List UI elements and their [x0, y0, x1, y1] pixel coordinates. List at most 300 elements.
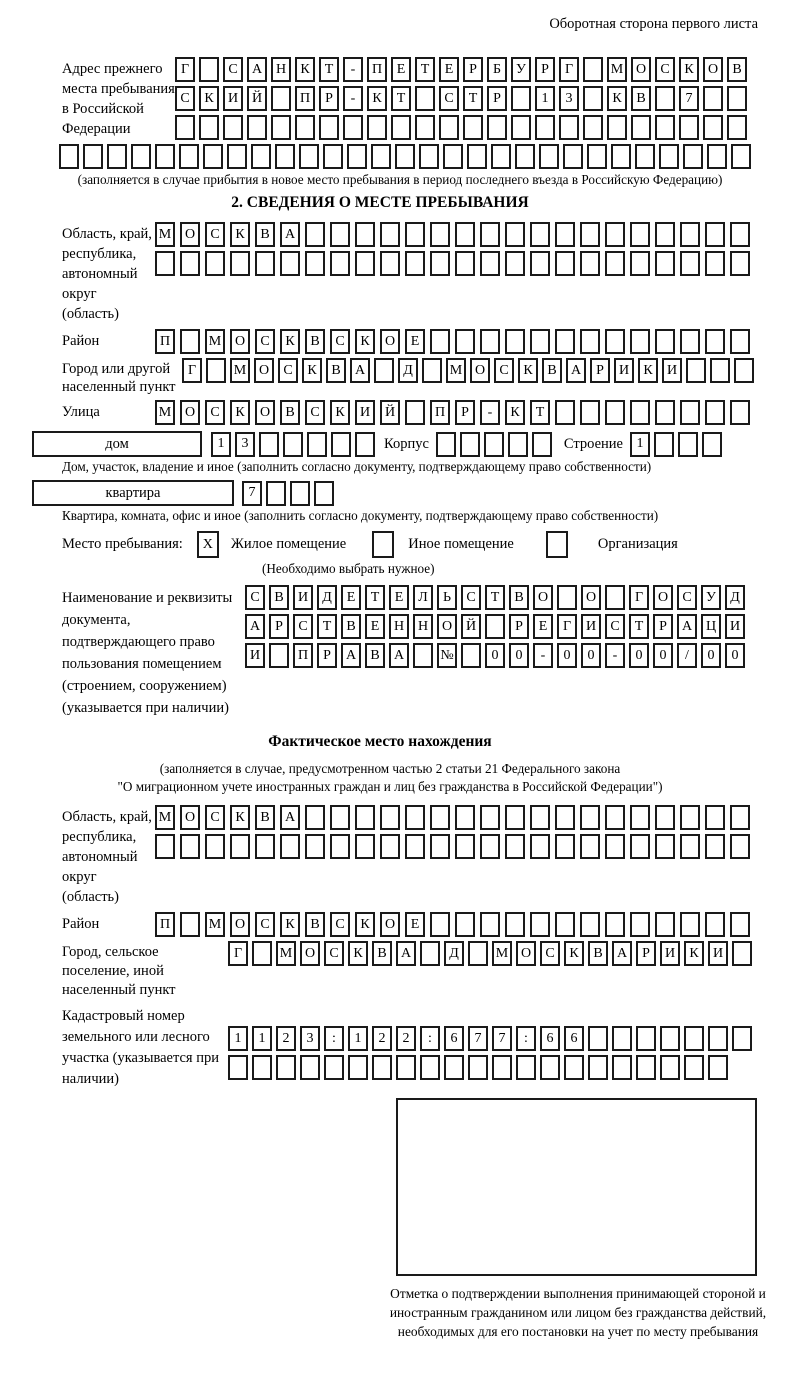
char-cell[interactable]: [205, 834, 225, 859]
char-cell[interactable]: [83, 144, 103, 169]
char-cell[interactable]: [660, 1026, 680, 1051]
char-cell[interactable]: [580, 805, 600, 830]
char-cell[interactable]: [468, 941, 488, 966]
char-cell[interactable]: [605, 834, 625, 859]
char-cell[interactable]: С: [245, 585, 265, 610]
char-cell[interactable]: 3: [559, 86, 579, 111]
char-cell[interactable]: К: [367, 86, 387, 111]
char-cell[interactable]: [480, 222, 500, 247]
char-cell[interactable]: [480, 251, 500, 276]
char-cell[interactable]: [708, 1026, 728, 1051]
char-cell[interactable]: С: [293, 614, 313, 639]
char-cell[interactable]: 0: [557, 643, 577, 668]
char-cell[interactable]: [734, 358, 754, 383]
char-cell[interactable]: [255, 251, 275, 276]
char-cell[interactable]: В: [341, 614, 361, 639]
char-cell[interactable]: В: [727, 57, 747, 82]
char-cell[interactable]: [730, 834, 750, 859]
char-cell[interactable]: Н: [389, 614, 409, 639]
char-cell[interactable]: В: [280, 400, 300, 425]
char-cell[interactable]: [323, 144, 343, 169]
char-cell[interactable]: [680, 805, 700, 830]
char-cell[interactable]: К: [330, 400, 350, 425]
char-cell[interactable]: Т: [391, 86, 411, 111]
char-cell[interactable]: [415, 115, 435, 140]
char-cell[interactable]: 0: [581, 643, 601, 668]
char-cell[interactable]: [155, 144, 175, 169]
char-cell[interactable]: [505, 912, 525, 937]
char-cell[interactable]: [355, 432, 375, 457]
char-cell[interactable]: [555, 805, 575, 830]
char-cell[interactable]: В: [305, 912, 325, 937]
char-cell[interactable]: М: [205, 912, 225, 937]
char-cell[interactable]: К: [564, 941, 584, 966]
char-cell[interactable]: [705, 805, 725, 830]
char-cell[interactable]: [555, 329, 575, 354]
char-cell[interactable]: Г: [228, 941, 248, 966]
char-cell[interactable]: О: [380, 329, 400, 354]
char-cell[interactable]: В: [372, 941, 392, 966]
char-cell[interactable]: [455, 834, 475, 859]
char-cell[interactable]: М: [607, 57, 627, 82]
char-cell[interactable]: О: [581, 585, 601, 610]
char-cell[interactable]: Г: [557, 614, 577, 639]
house-type-box[interactable]: дом: [32, 431, 202, 457]
char-cell[interactable]: С: [439, 86, 459, 111]
char-cell[interactable]: У: [511, 57, 531, 82]
char-cell[interactable]: О: [380, 912, 400, 937]
char-cell[interactable]: К: [230, 400, 250, 425]
char-cell[interactable]: [280, 251, 300, 276]
char-cell[interactable]: [680, 912, 700, 937]
char-cell[interactable]: А: [341, 643, 361, 668]
char-cell[interactable]: [635, 144, 655, 169]
char-cell[interactable]: М: [155, 400, 175, 425]
char-cell[interactable]: [467, 144, 487, 169]
char-cell[interactable]: О: [254, 358, 274, 383]
char-cell[interactable]: [180, 251, 200, 276]
char-cell[interactable]: [530, 912, 550, 937]
char-cell[interactable]: [530, 251, 550, 276]
char-cell[interactable]: [605, 805, 625, 830]
char-cell[interactable]: :: [420, 1026, 440, 1051]
char-cell[interactable]: О: [180, 400, 200, 425]
char-cell[interactable]: [430, 329, 450, 354]
char-cell[interactable]: [252, 1055, 272, 1080]
char-cell[interactable]: Р: [463, 57, 483, 82]
char-cell[interactable]: :: [324, 1026, 344, 1051]
char-cell[interactable]: [655, 329, 675, 354]
char-cell[interactable]: [683, 144, 703, 169]
char-cell[interactable]: И: [223, 86, 243, 111]
char-cell[interactable]: А: [612, 941, 632, 966]
char-cell[interactable]: [355, 834, 375, 859]
char-cell[interactable]: М: [155, 805, 175, 830]
char-cell[interactable]: 0: [629, 643, 649, 668]
char-cell[interactable]: Й: [247, 86, 267, 111]
char-cell[interactable]: [314, 481, 334, 506]
char-cell[interactable]: К: [230, 805, 250, 830]
char-cell[interactable]: [266, 481, 286, 506]
char-cell[interactable]: [228, 1055, 248, 1080]
char-cell[interactable]: [580, 329, 600, 354]
char-cell[interactable]: [372, 1055, 392, 1080]
char-cell[interactable]: [405, 251, 425, 276]
char-cell[interactable]: [484, 432, 504, 457]
char-cell[interactable]: [155, 251, 175, 276]
char-cell[interactable]: [331, 432, 351, 457]
char-cell[interactable]: [605, 251, 625, 276]
char-cell[interactable]: Е: [533, 614, 553, 639]
char-cell[interactable]: [605, 329, 625, 354]
char-cell[interactable]: [355, 222, 375, 247]
char-cell[interactable]: К: [302, 358, 322, 383]
char-cell[interactable]: [705, 912, 725, 937]
char-cell[interactable]: Й: [461, 614, 481, 639]
char-cell[interactable]: [59, 144, 79, 169]
char-cell[interactable]: /: [677, 643, 697, 668]
char-cell[interactable]: [305, 805, 325, 830]
char-cell[interactable]: 2: [372, 1026, 392, 1051]
char-cell[interactable]: [180, 912, 200, 937]
char-cell[interactable]: [705, 251, 725, 276]
char-cell[interactable]: [405, 222, 425, 247]
char-cell[interactable]: Р: [455, 400, 475, 425]
char-cell[interactable]: [702, 432, 722, 457]
char-cell[interactable]: [705, 329, 725, 354]
char-cell[interactable]: [678, 432, 698, 457]
char-cell[interactable]: [430, 805, 450, 830]
char-cell[interactable]: В: [509, 585, 529, 610]
char-cell[interactable]: К: [684, 941, 704, 966]
char-cell[interactable]: 0: [725, 643, 745, 668]
char-cell[interactable]: С: [605, 614, 625, 639]
char-cell[interactable]: С: [278, 358, 298, 383]
char-cell[interactable]: [436, 432, 456, 457]
char-cell[interactable]: [655, 834, 675, 859]
apartment-type-box[interactable]: квартира: [32, 480, 234, 506]
char-cell[interactable]: [730, 329, 750, 354]
char-cell[interactable]: В: [365, 643, 385, 668]
char-cell[interactable]: [347, 144, 367, 169]
char-cell[interactable]: [564, 1055, 584, 1080]
char-cell[interactable]: [374, 358, 394, 383]
char-cell[interactable]: [463, 115, 483, 140]
char-cell[interactable]: Г: [629, 585, 649, 610]
char-cell[interactable]: [175, 115, 195, 140]
char-cell[interactable]: 0: [485, 643, 505, 668]
char-cell[interactable]: [580, 912, 600, 937]
char-cell[interactable]: Т: [629, 614, 649, 639]
char-cell[interactable]: Е: [405, 329, 425, 354]
char-cell[interactable]: [727, 115, 747, 140]
char-cell[interactable]: Е: [341, 585, 361, 610]
char-cell[interactable]: С: [677, 585, 697, 610]
char-cell[interactable]: О: [653, 585, 673, 610]
char-cell[interactable]: В: [542, 358, 562, 383]
char-cell[interactable]: С: [255, 912, 275, 937]
char-cell[interactable]: [580, 834, 600, 859]
char-cell[interactable]: С: [223, 57, 243, 82]
char-cell[interactable]: С: [655, 57, 675, 82]
char-cell[interactable]: [405, 400, 425, 425]
char-cell[interactable]: В: [631, 86, 651, 111]
char-cell[interactable]: С: [324, 941, 344, 966]
char-cell[interactable]: А: [280, 805, 300, 830]
char-cell[interactable]: М: [446, 358, 466, 383]
char-cell[interactable]: [300, 1055, 320, 1080]
char-cell[interactable]: С: [330, 329, 350, 354]
char-cell[interactable]: И: [725, 614, 745, 639]
char-cell[interactable]: О: [300, 941, 320, 966]
char-cell[interactable]: Б: [487, 57, 507, 82]
char-cell[interactable]: [659, 144, 679, 169]
char-cell[interactable]: Г: [175, 57, 195, 82]
char-cell[interactable]: Р: [509, 614, 529, 639]
char-cell[interactable]: П: [155, 329, 175, 354]
char-cell[interactable]: [530, 805, 550, 830]
char-cell[interactable]: [505, 222, 525, 247]
char-cell[interactable]: [343, 115, 363, 140]
char-cell[interactable]: 1: [535, 86, 555, 111]
char-cell[interactable]: [230, 251, 250, 276]
char-cell[interactable]: К: [199, 86, 219, 111]
char-cell[interactable]: [330, 834, 350, 859]
char-cell[interactable]: [391, 115, 411, 140]
char-cell[interactable]: [705, 834, 725, 859]
char-cell[interactable]: К: [518, 358, 538, 383]
char-cell[interactable]: А: [396, 941, 416, 966]
char-cell[interactable]: [684, 1026, 704, 1051]
char-cell[interactable]: [276, 1055, 296, 1080]
char-cell[interactable]: 0: [701, 643, 721, 668]
char-cell[interactable]: [455, 251, 475, 276]
char-cell[interactable]: [420, 941, 440, 966]
char-cell[interactable]: [430, 222, 450, 247]
char-cell[interactable]: [611, 144, 631, 169]
char-cell[interactable]: 0: [653, 643, 673, 668]
char-cell[interactable]: Р: [319, 86, 339, 111]
char-cell[interactable]: [430, 834, 450, 859]
char-cell[interactable]: О: [470, 358, 490, 383]
char-cell[interactable]: [419, 144, 439, 169]
char-cell[interactable]: К: [679, 57, 699, 82]
char-cell[interactable]: [422, 358, 442, 383]
char-cell[interactable]: П: [293, 643, 313, 668]
char-cell[interactable]: А: [389, 643, 409, 668]
char-cell[interactable]: [730, 805, 750, 830]
char-cell[interactable]: [580, 400, 600, 425]
char-cell[interactable]: [730, 912, 750, 937]
char-cell[interactable]: И: [293, 585, 313, 610]
char-cell[interactable]: Д: [317, 585, 337, 610]
char-cell[interactable]: Т: [415, 57, 435, 82]
char-cell[interactable]: И: [355, 400, 375, 425]
char-cell[interactable]: [430, 912, 450, 937]
char-cell[interactable]: [455, 912, 475, 937]
char-cell[interactable]: -: [343, 86, 363, 111]
char-cell[interactable]: [455, 805, 475, 830]
char-cell[interactable]: [559, 115, 579, 140]
char-cell[interactable]: [252, 941, 272, 966]
char-cell[interactable]: В: [326, 358, 346, 383]
char-cell[interactable]: Г: [182, 358, 202, 383]
char-cell[interactable]: И: [660, 941, 680, 966]
char-cell[interactable]: 1: [348, 1026, 368, 1051]
char-cell[interactable]: [630, 912, 650, 937]
char-cell[interactable]: [684, 1055, 704, 1080]
char-cell[interactable]: [730, 251, 750, 276]
char-cell[interactable]: М: [492, 941, 512, 966]
char-cell[interactable]: [607, 115, 627, 140]
char-cell[interactable]: [255, 834, 275, 859]
char-cell[interactable]: Е: [389, 585, 409, 610]
char-cell[interactable]: [420, 1055, 440, 1080]
char-cell[interactable]: [703, 115, 723, 140]
char-cell[interactable]: Р: [535, 57, 555, 82]
char-cell[interactable]: [206, 358, 226, 383]
char-cell[interactable]: [396, 1055, 416, 1080]
char-cell[interactable]: Ц: [701, 614, 721, 639]
char-cell[interactable]: [530, 329, 550, 354]
char-cell[interactable]: Р: [590, 358, 610, 383]
char-cell[interactable]: №: [437, 643, 457, 668]
char-cell[interactable]: -: [605, 643, 625, 668]
char-cell[interactable]: 1: [228, 1026, 248, 1051]
char-cell[interactable]: [655, 115, 675, 140]
char-cell[interactable]: [580, 251, 600, 276]
char-cell[interactable]: [205, 251, 225, 276]
char-cell[interactable]: К: [348, 941, 368, 966]
char-cell[interactable]: [415, 86, 435, 111]
char-cell[interactable]: [271, 86, 291, 111]
char-cell[interactable]: [295, 115, 315, 140]
char-cell[interactable]: [395, 144, 415, 169]
char-cell[interactable]: [636, 1055, 656, 1080]
char-cell[interactable]: О: [703, 57, 723, 82]
char-cell[interactable]: М: [276, 941, 296, 966]
char-cell[interactable]: [654, 432, 674, 457]
char-cell[interactable]: [680, 329, 700, 354]
char-cell[interactable]: [468, 1055, 488, 1080]
char-cell[interactable]: [730, 400, 750, 425]
char-cell[interactable]: К: [505, 400, 525, 425]
char-cell[interactable]: П: [430, 400, 450, 425]
char-cell[interactable]: [555, 251, 575, 276]
char-cell[interactable]: [605, 585, 625, 610]
char-cell[interactable]: [532, 432, 552, 457]
char-cell[interactable]: [487, 115, 507, 140]
char-cell[interactable]: А: [247, 57, 267, 82]
char-cell[interactable]: Е: [391, 57, 411, 82]
char-cell[interactable]: А: [350, 358, 370, 383]
char-cell[interactable]: Т: [317, 614, 337, 639]
char-cell[interactable]: [731, 144, 751, 169]
char-cell[interactable]: [348, 1055, 368, 1080]
char-cell[interactable]: [557, 585, 577, 610]
char-cell[interactable]: 7: [679, 86, 699, 111]
char-cell[interactable]: [580, 222, 600, 247]
char-cell[interactable]: [630, 251, 650, 276]
char-cell[interactable]: [259, 432, 279, 457]
char-cell[interactable]: [555, 834, 575, 859]
char-cell[interactable]: Д: [398, 358, 418, 383]
char-cell[interactable]: [515, 144, 535, 169]
char-cell[interactable]: Т: [463, 86, 483, 111]
char-cell[interactable]: В: [588, 941, 608, 966]
char-cell[interactable]: С: [540, 941, 560, 966]
char-cell[interactable]: О: [437, 614, 457, 639]
char-cell[interactable]: 6: [444, 1026, 464, 1051]
char-cell[interactable]: [443, 144, 463, 169]
char-cell[interactable]: [413, 643, 433, 668]
char-cell[interactable]: [631, 115, 651, 140]
char-cell[interactable]: [180, 834, 200, 859]
char-cell[interactable]: [708, 1055, 728, 1080]
char-cell[interactable]: [710, 358, 730, 383]
char-cell[interactable]: [630, 834, 650, 859]
char-cell[interactable]: [227, 144, 247, 169]
char-cell[interactable]: О: [255, 400, 275, 425]
char-cell[interactable]: -: [533, 643, 553, 668]
char-cell[interactable]: [612, 1055, 632, 1080]
char-cell[interactable]: Д: [725, 585, 745, 610]
char-cell[interactable]: Р: [636, 941, 656, 966]
stay-residential-checkbox[interactable]: X: [197, 531, 219, 558]
char-cell[interactable]: Л: [413, 585, 433, 610]
char-cell[interactable]: [355, 251, 375, 276]
char-cell[interactable]: [380, 805, 400, 830]
char-cell[interactable]: [605, 400, 625, 425]
char-cell[interactable]: 7: [492, 1026, 512, 1051]
char-cell[interactable]: [461, 643, 481, 668]
char-cell[interactable]: С: [255, 329, 275, 354]
confirmation-stamp-box[interactable]: [396, 1098, 757, 1276]
char-cell[interactable]: [630, 222, 650, 247]
char-cell[interactable]: Р: [653, 614, 673, 639]
char-cell[interactable]: [655, 912, 675, 937]
char-cell[interactable]: О: [230, 912, 250, 937]
char-cell[interactable]: [655, 805, 675, 830]
char-cell[interactable]: П: [155, 912, 175, 937]
char-cell[interactable]: [516, 1055, 536, 1080]
char-cell[interactable]: [530, 834, 550, 859]
char-cell[interactable]: [655, 400, 675, 425]
char-cell[interactable]: [511, 115, 531, 140]
char-cell[interactable]: [371, 144, 391, 169]
char-cell[interactable]: [299, 144, 319, 169]
char-cell[interactable]: 2: [276, 1026, 296, 1051]
char-cell[interactable]: [455, 329, 475, 354]
char-cell[interactable]: Е: [365, 614, 385, 639]
char-cell[interactable]: [705, 222, 725, 247]
stay-organization-checkbox[interactable]: [546, 531, 568, 558]
char-cell[interactable]: [330, 251, 350, 276]
char-cell[interactable]: [480, 805, 500, 830]
char-cell[interactable]: [539, 144, 559, 169]
char-cell[interactable]: К: [230, 222, 250, 247]
char-cell[interactable]: 7: [468, 1026, 488, 1051]
char-cell[interactable]: [480, 912, 500, 937]
char-cell[interactable]: :: [516, 1026, 536, 1051]
char-cell[interactable]: С: [330, 912, 350, 937]
char-cell[interactable]: Р: [269, 614, 289, 639]
char-cell[interactable]: В: [255, 222, 275, 247]
char-cell[interactable]: [275, 144, 295, 169]
char-cell[interactable]: 3: [300, 1026, 320, 1051]
char-cell[interactable]: [280, 834, 300, 859]
char-cell[interactable]: П: [367, 57, 387, 82]
